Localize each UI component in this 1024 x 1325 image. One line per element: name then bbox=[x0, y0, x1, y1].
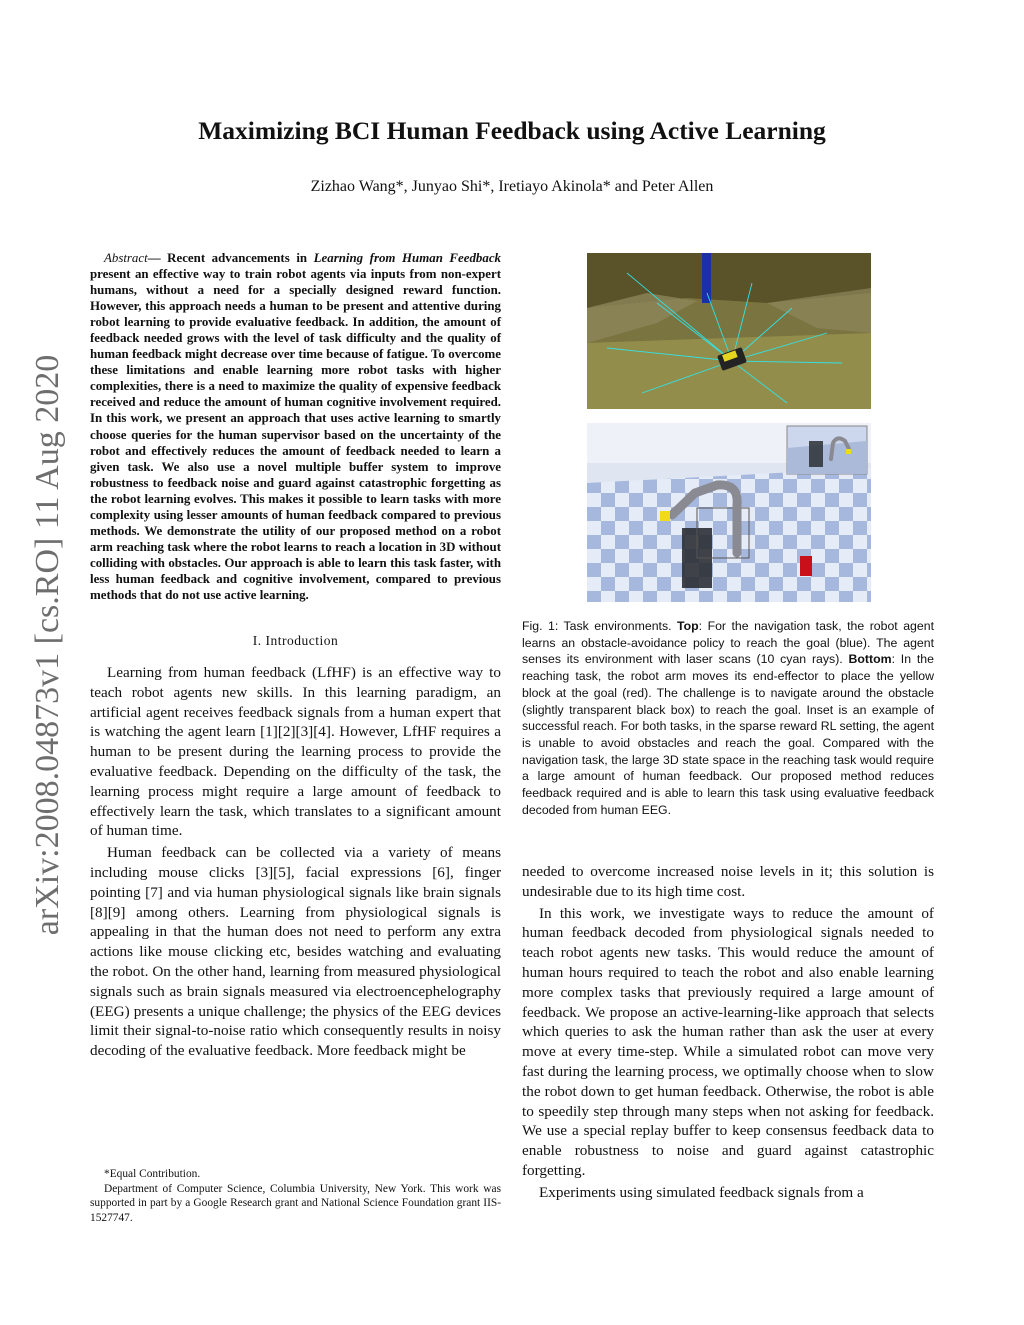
right-paragraph-3: Experiments using simulated feedback signals from a bbox=[539, 1183, 864, 1201]
abstract-dash: — bbox=[147, 251, 168, 265]
inset-success-reach bbox=[787, 426, 867, 474]
caption-top-text: : For the navigation task, the robot agent learns an obstacle-avoidance policy to reach the goal (blue). The agent senses its environment with laser scans (10 cyan rays). bbox=[522, 619, 934, 667]
caption-label: Fig. 1: Task environments. bbox=[522, 619, 678, 633]
abstract bbox=[90, 250, 501, 603]
intro-paragraph-1: Learning from human feedback (LfHF) is an effective way to teach robot agents new skills. In this learning paradigm, an artificial agent receives feedback signals from a human expert that is watching the agent learn [1][2][3][4]. However, LfHF requires a human to be present during the learning process to provide the evaluative feedback. Depending on the difficulty of the task, the learning process might require a large amount of feedback to effectively learn the task, which translates to a significant amount of human time. bbox=[90, 664, 501, 840]
red-goal-block bbox=[800, 556, 812, 576]
caption-bottom-label: Bottom bbox=[848, 652, 892, 667]
right-paragraph-1: needed to overcome increased noise levels in it; this solution is undesirable due to its high time cost. bbox=[522, 863, 934, 900]
right-paragraph-2: In this work, we investigate ways to reduce the amount of human feedback decoded from physiological signals needed to teach robot agents new tasks. This would reduce the amount of human hours required to teach the robot and also enable learning more complex tasks that previously required a large amount of feedback. We propose an active-learning-like approach that selects which queries to ask the human rather than ask the user at every move at every time-step. While a simulated robot can move very fast during the learning process, we optimally choose when to slow the robot down to get human feedback. Otherwise, the robot is able to speedily step through many steps when not asking for feedback. We use a special replay buffer to keep consensus feedback data to enable robustness to noise and guard against catastrophic forgetting. bbox=[522, 904, 934, 1179]
navigation-scene bbox=[587, 253, 871, 409]
abstract-label: Abstract bbox=[104, 251, 148, 265]
caption-bottom-text: : In the reaching task, the robot arm moves its end-effector to place the yellow block at the goal (red). The challenge is to navigate around the obstacle (slightly transparent black box) to reach the goal. Inset is an example of successful reach. For both tasks, in the sparse reward RL setting, the agent is unable to avoid obstacles and reach the goal. Compared with the navigation task, the large 3D state space in the reaching task would require a large amount of human feedback. Our proposed method reduces feedback required and is able to learn this task using evaluative feedback decoded from human EEG. bbox=[522, 652, 934, 817]
caption-top-label: Top bbox=[677, 619, 699, 633]
goal-pole-blue bbox=[702, 253, 711, 303]
author-list: Zizhao Wang*, Junyao Shi*, Iretiayo Akinola* and Peter Allen bbox=[310, 178, 714, 195]
paper-title: Maximizing BCI Human Feedback using Active Learning bbox=[198, 116, 826, 145]
abstract-emphasis: Learning from Human Feedback bbox=[313, 251, 501, 265]
abstract-text-1: Recent advancements in bbox=[167, 251, 314, 265]
left-column bbox=[90, 250, 501, 1063]
footnote bbox=[90, 1167, 501, 1225]
yellow-block bbox=[660, 511, 670, 521]
footnote-affiliation: Department of Computer Science, Columbia University, New York. This work was supported in part by a Google Research grant and National Science Foundation grant IIS-1527747. bbox=[90, 1182, 501, 1224]
reaching-scene bbox=[587, 423, 871, 602]
footnote-equal-contribution: *Equal Contribution. bbox=[104, 1168, 201, 1180]
figure-reaching-image bbox=[587, 423, 871, 602]
figure-caption bbox=[522, 618, 934, 818]
arxiv-id-text: arXiv:2008.04873v1 [cs.RO] 11 Aug 2020 bbox=[29, 354, 67, 936]
arxiv-identifier bbox=[22, 345, 74, 945]
figure-navigation-image bbox=[587, 253, 871, 409]
intro-paragraph-2: Human feedback can be collected via a variety of means including mouse clicks [3][5], facial expressions [6], finger pointing [7] and via human physiological signals like brain signals [8][9] among others. Learning from physiological signals is appealing in that the human does not need to perform any extra actions like mouse clicking etc, besides watching and evaluating the robot. On the other hand, learning from measured physiological signals such as brain signals measured via electroencephelography (EEG) presents a unique challenge; the physics of the EEG devices limit their signal-to-noise ratio which consequently results in noisy decoding of the evaluative feedback. More feedback might be bbox=[90, 844, 501, 1060]
right-column bbox=[522, 862, 934, 1205]
section-heading-introduction: I. Introduction bbox=[252, 633, 339, 649]
abstract-text-2: present an effective way to train robot agents via inputs from non-expert humans, without a need for a specially designed reward function. However, this approach needs a human to be present and attentive during robot learning to provide evaluative feedback. In addition, the amount of feedback needed grows with the level of task difficulty and the quality of human feedback might decrease over time because of fatigue. To overcome these limitations and enable learning more robot tasks with higher complexities, there is a need to maximize the quality of expensive feedback received and reduce the amount of human cognitive involvement required. In this work, we present an approach that uses active learning to smartly choose queries for the human supervisor based on the uncertainty of the robot and effectively reduces the amount of feedback needed to learn a given task. We also use a novel multiple buffer system to improve robustness to feedback noise and guard against catastrophic forgetting as the robot learning evolves. This makes it possible to learn tasks with more complexity using lesser amounts of human feedback compared to previous methods. We demonstrate the utility of our proposed method on a robot arm reaching task where the robot learns to reach a location in 3D without colliding with obstacles. Our approach is able to learn this task faster, with less human feedback and cognitive involvement, compared to previous methods that do not use active learning. bbox=[90, 267, 501, 602]
